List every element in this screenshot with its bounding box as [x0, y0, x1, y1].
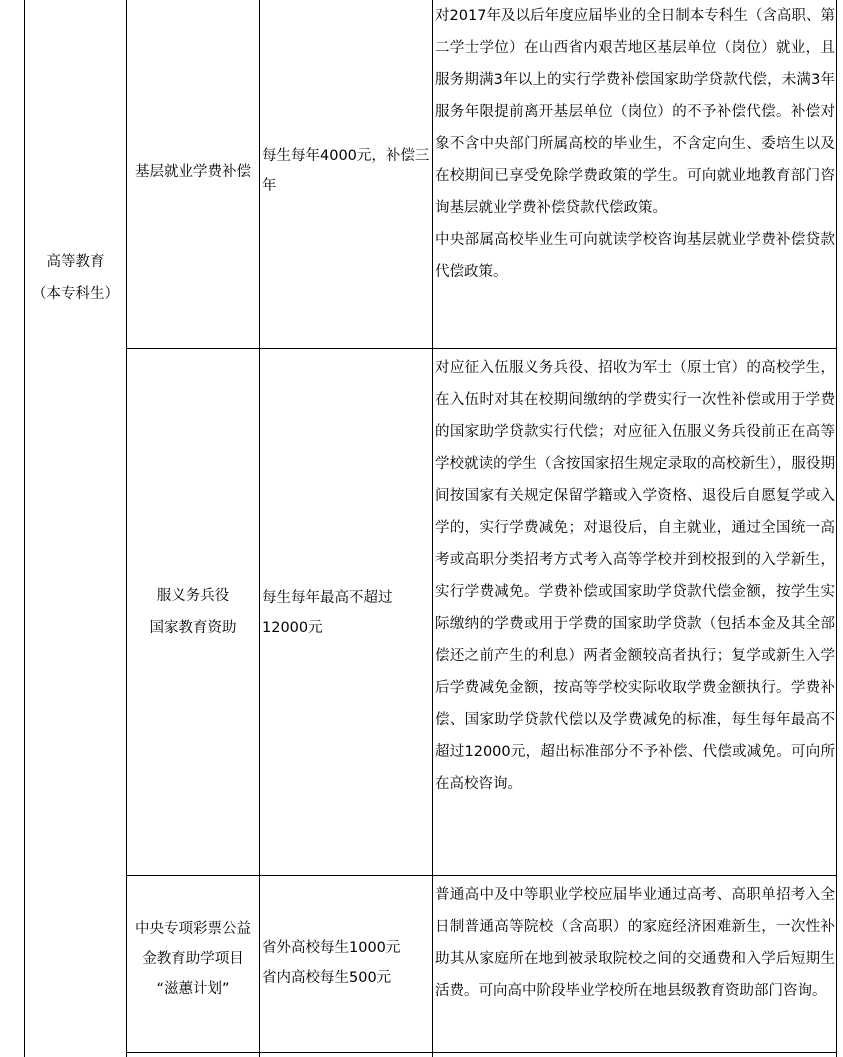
row-2-name-line-2: 国家教育资助: [149, 620, 237, 636]
row-2-name: [127, 580, 259, 644]
category-cell: [25, 246, 126, 310]
row-2-name-line-1: 服义务兵役: [156, 588, 230, 604]
category-name: 高等教育: [46, 254, 105, 270]
table-border-left: [24, 0, 25, 1057]
row-3-name-line-3: “滋蕙计划”: [156, 981, 230, 997]
table-divider-2: [259, 0, 260, 1057]
row-3-description: [435, 879, 835, 1007]
row-2-desc-paragraph-1: 对应征入伍服义务兵役、招收为军士（原士官）的高校学生，在入伍时对其在校期间缴纳的学费实行一次性补偿或用于学费的国家助学贷款实行代偿；对应征入伍服义务兵役前正在高等学校就读的学生（含按国家招生规定录取的高校新生），服役期间按国家有关规定保留学籍或入学资格、退役后自愿复学或入学的，实行学费减免；对退役后，自主就业，通过全国统一高考或高职分类招考方式考入高等学校并到校报到的入学新生，实行学费减免。学费补偿或国家助学贷款代偿金额，按学生实际缴纳的学费或用于学费的国家助学贷款（包括本金及其全部偿还之前产生的利息）两者金额较高者执行；复学或新生入学后学费减免金额，按高等学校实际收取学费金额执行。学费补偿、国家助学贷款代偿以及学费减免的标准，每生每年最高不超过12000元，超出标准部分不予补偿、代偿或减免。可向所在高校咨询。: [435, 360, 835, 792]
row-3-name-line-2: 金教育助学项目: [142, 951, 244, 967]
row-3-amount-line-1: 省外高校每生1000元: [262, 940, 401, 956]
row-divider-3: [126, 1052, 837, 1053]
table-border-right: [836, 0, 837, 1057]
row-3-name: [127, 914, 259, 1004]
row-1-amount-line: 每生每年4000元，补偿三年: [262, 148, 430, 194]
row-1-desc-paragraph-1: 对2017年及以后年度应届毕业的全日制本专科生（含高职、第二学士学位）在山西省内艰苦地区基层单位（岗位）就业，且服务期满3年以上的实行学费补偿国家助学贷款代偿，未满3年服务年限提前离开基层单位（岗位）的不予补偿代偿。补偿对象不含中央部门所属高校的毕业生，不含定向生、委培生以及在校期间已享受免除学费政策的学生。可向就业地教育部门咨询基层就业学费补偿贷款代偿政策。: [435, 8, 835, 216]
row-2-description: [435, 352, 835, 800]
row-3-amount-line-2: 省内高校每生500元: [262, 970, 392, 986]
table-divider-3: [432, 0, 433, 1057]
row-3-amount: [262, 933, 432, 993]
row-2-amount-line: 每生每年最高不超过12000元: [262, 590, 393, 636]
row-1-name: [127, 156, 259, 188]
row-1-description: [435, 0, 835, 288]
category-subname: （本专科生）: [32, 286, 119, 302]
row-1-amount: [262, 141, 432, 201]
row-3-desc-paragraph-1: 普通高中及中等职业学校应届毕业通过高考、高职单招考入全日制普通高等院校（含高职）的家庭经济困难新生，一次性补助其从家庭所在地到被录取院校之间的交通费和入学后短期生活费。可向高中阶段毕业学校所在地县级教育资助部门咨询。: [435, 887, 835, 999]
row-1-desc-paragraph-2: 中央部属高校毕业生可向就读学校咨询基层就业学费补偿贷款代偿政策。: [435, 232, 835, 280]
row-3-name-line-1: 中央专项彩票公益: [135, 921, 251, 937]
row-2-amount: [262, 583, 432, 643]
row-divider-1: [126, 348, 837, 349]
row-divider-2: [126, 875, 837, 876]
row-1-name-line: 基层就业学费补偿: [135, 164, 251, 180]
